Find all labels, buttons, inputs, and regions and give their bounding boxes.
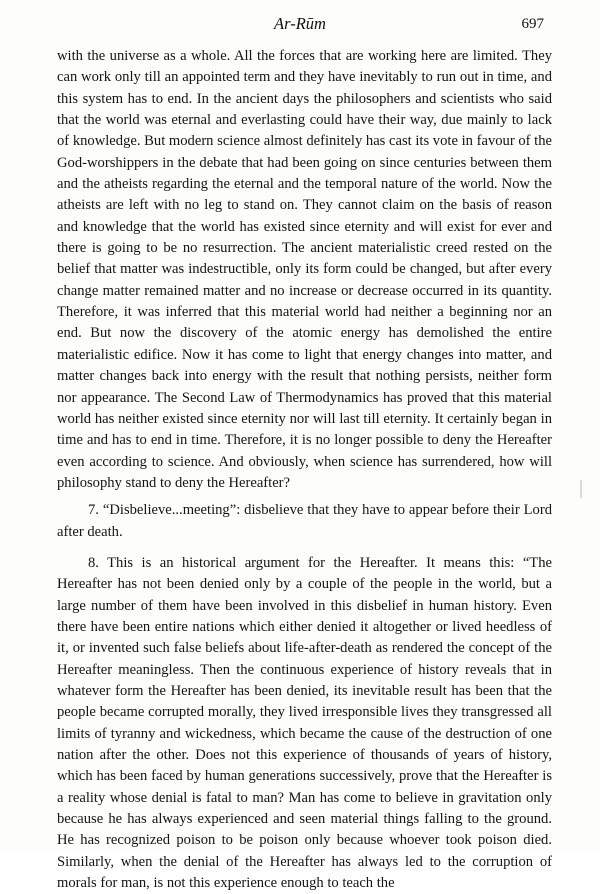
body-text <box>57 46 552 894</box>
footnote-8: 8. This is an historical argument for the Hereafter. It means this: “The Hereafter has not been denied only by a couple of the people in the world, but a large number of them have been involved in this disbelief in human history. Even there have been entire nations which either denied it altogether or lived heedless of it, or invented such false beliefs about life-after-death as rendered the concept of the Hereafter meaningless. Then the continuous experience of history reveals that in whatever form the Hereafter has been denied, its inevitable result has been that the people became corrupted morally, they lived irresponsible lives they transgressed all limits of tyranny and wickedness, which became the cause of the destruction of one nation after the other. Does not this experience of thousands of years of history, which has been faced by human generations successively, prove that the Hereafter is a reality whose denial is fatal to man? Man has come to believe in gravitation only because he has always experienced and seen material things falling to the ground. He has recognized poison to be poison only because whoever took poison died. Similarly, when the denial of the Hereafter has always led to the corruption of morals for man, is not this experience enough to teach the <box>57 554 552 892</box>
paragraph-continued: with the universe as a whole. All the forces that are working here are limited. They can work only till an appointed term and they have inevitably to run out in time, and this system has to end. In the ancient days the philosophers and scientists who said that the world was eternal and everlasting could have their way, due mainly to lack of knowledge. But modern science almost definitely has cast its vote in favour of the God-worshippers in the debate that had been going on since centuries between them and the atheists regarding the eternal and the temporal nature of the world. Now the atheists are left with no leg to stand on. They cannot claim on the basis of reason and knowledge that the world has existed since eternity and will exist for ever and there is going to be no resurrection. The ancient materialistic creed rested on the belief that matter was indestructible, only its form could be changed, but after every change matter remained matter and no increase or decrease occurred in its quantity. Therefore, it was inferred that this material world had neither a beginning nor an end. But now the discovery of the atomic energy has demolished the entire materialistic edifice. Now it has come to light that energy changes into matter, and matter changes back into energy with the result that nothing persists, neither form nor appearance. The Second Law of Thermodynamics has proved that this material world has neither existed since eternity nor will last till eternity. It certainly began in time and has to end in time. Therefore, it is no longer possible to deny the Hereafter even according to science. And obviously, when science has surrendered, how will philosophy stand to deny the Hereafter? <box>57 48 552 491</box>
paragraph-gap <box>57 543 552 553</box>
scan-speck <box>580 480 582 498</box>
footnote-7: 7. “Disbelieve...meeting”: disbelieve that they have to appear before their Lord after death. <box>57 502 552 540</box>
page-number: 697 <box>521 16 544 32</box>
running-title: Ar-Rūm <box>274 14 326 33</box>
running-header <box>0 12 600 36</box>
